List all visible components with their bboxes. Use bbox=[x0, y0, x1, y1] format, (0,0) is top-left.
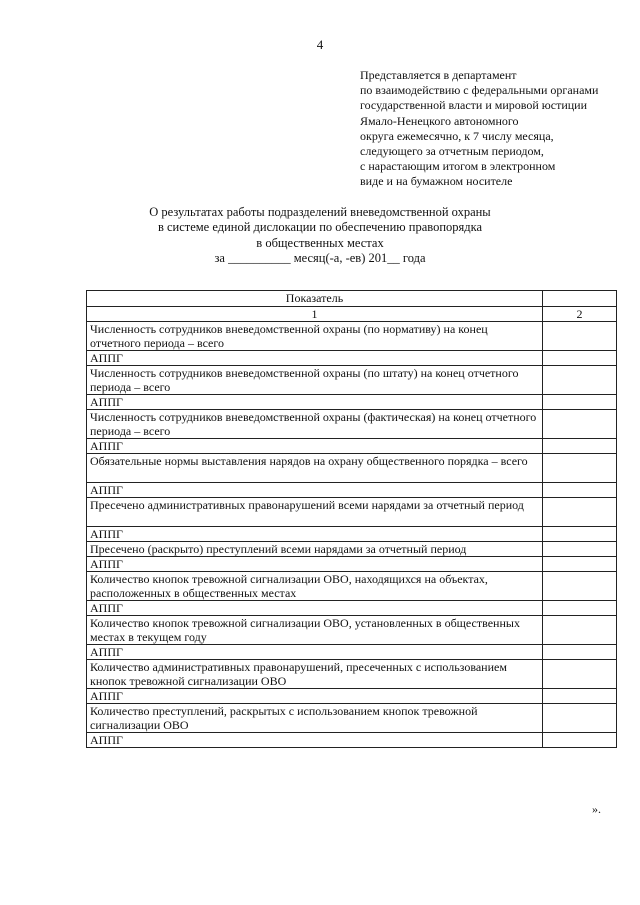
value-cell bbox=[543, 645, 617, 660]
submission-note-line: государственной власти и мировой юстиции bbox=[360, 98, 588, 113]
indicator-cell: Численность сотрудников вневедомственной охраны (фактическая) на конец отчетного периода – всего bbox=[87, 410, 543, 439]
value-cell bbox=[543, 601, 617, 616]
table-row bbox=[87, 454, 617, 483]
appg-cell: АППГ bbox=[87, 733, 543, 748]
value-cell bbox=[543, 527, 617, 542]
submission-note-line: с нарастающим итогом в электронном bbox=[360, 159, 556, 174]
table-row bbox=[87, 733, 617, 748]
value-cell bbox=[543, 454, 617, 483]
table-row bbox=[87, 572, 617, 601]
column-header-indicator: Показатель bbox=[87, 291, 543, 307]
appg-cell: АППГ bbox=[87, 527, 543, 542]
appg-cell: АППГ bbox=[87, 483, 543, 498]
indicator-cell: Количество кнопок тревожной сигнализации ОВО, находящихся на объектах, расположенных в общественных местах bbox=[87, 572, 543, 601]
table-row bbox=[87, 542, 617, 557]
table-row bbox=[87, 395, 617, 410]
indicator-cell: Количество преступлений, раскрытых с использованием кнопок тревожной сигнализации ОВО bbox=[87, 704, 543, 733]
indicator-cell: Численность сотрудников вневедомственной охраны (по нормативу) на конец отчетного периода – всего bbox=[87, 322, 543, 351]
indicator-cell: Количество кнопок тревожной сигнализации ОВО, установленных в общественных местах в текущем году bbox=[87, 616, 543, 645]
indicator-cell: Численность сотрудников вневедомственной охраны (по штату) на конец отчетного периода – всего bbox=[87, 366, 543, 395]
submission-note-line: Ямало-Ненецкого автономного bbox=[360, 113, 519, 128]
indicator-cell: Количество административных правонарушений, пресеченных с использованием кнопок тревожной сигнализации ОВО bbox=[87, 660, 543, 689]
column-number-2: 2 bbox=[543, 307, 617, 322]
report-title-line: в системе единой дислокации по обеспечению правопорядка bbox=[157, 220, 483, 235]
appg-cell: АППГ bbox=[87, 689, 543, 704]
table-row bbox=[87, 660, 617, 689]
value-cell bbox=[543, 498, 617, 527]
appg-cell: АППГ bbox=[87, 557, 543, 572]
table-header-row bbox=[87, 291, 617, 307]
value-cell bbox=[543, 483, 617, 498]
indicator-cell: Пресечено (раскрыто) преступлений всеми нарядами за отчетный период bbox=[87, 542, 543, 557]
table-row bbox=[87, 351, 617, 366]
value-cell bbox=[543, 704, 617, 733]
table-row bbox=[87, 557, 617, 572]
value-cell bbox=[543, 572, 617, 601]
report-title-line: О результатах работы подразделений вневедомственной охраны bbox=[149, 205, 491, 219]
table-row bbox=[87, 704, 617, 733]
appg-cell: АППГ bbox=[87, 439, 543, 454]
value-cell bbox=[543, 733, 617, 748]
column-number-1: 1 bbox=[87, 307, 543, 322]
value-cell bbox=[543, 366, 617, 395]
appg-cell: АППГ bbox=[87, 601, 543, 616]
table-row bbox=[87, 527, 617, 542]
table-row bbox=[87, 410, 617, 439]
submission-note-line: Представляется в департамент bbox=[360, 68, 517, 82]
report-title-line: в общественных местах bbox=[256, 235, 384, 250]
value-cell bbox=[543, 351, 617, 366]
appg-cell: АППГ bbox=[87, 351, 543, 366]
report-period-line: за __________ месяц(-а, -ев) 201__ года bbox=[214, 251, 426, 266]
value-cell bbox=[543, 322, 617, 351]
table-row bbox=[87, 601, 617, 616]
value-cell bbox=[543, 557, 617, 572]
table-row bbox=[87, 498, 617, 527]
table-row bbox=[87, 322, 617, 351]
closing-quote-mark: ». bbox=[592, 802, 601, 816]
table-row bbox=[87, 645, 617, 660]
value-cell bbox=[543, 395, 617, 410]
appg-cell: АППГ bbox=[87, 395, 543, 410]
value-cell bbox=[543, 542, 617, 557]
page-number: 4 bbox=[316, 37, 324, 52]
submission-note-line: округа ежемесячно, к 7 числу месяца, bbox=[360, 128, 554, 143]
table-row bbox=[87, 439, 617, 454]
submission-note bbox=[360, 68, 630, 190]
value-cell bbox=[543, 439, 617, 454]
table-row bbox=[87, 483, 617, 498]
indicator-cell: Пресечено административных правонарушений всеми нарядами за отчетный период bbox=[87, 498, 543, 527]
value-cell bbox=[543, 616, 617, 645]
table-row bbox=[87, 616, 617, 645]
column-number-row bbox=[87, 307, 617, 322]
value-cell bbox=[543, 410, 617, 439]
indicators-table bbox=[86, 290, 617, 748]
submission-note-line: виде и на бумажном носителе bbox=[360, 174, 513, 189]
appg-cell: АППГ bbox=[87, 645, 543, 660]
value-cell bbox=[543, 660, 617, 689]
table-row bbox=[87, 366, 617, 395]
report-title bbox=[0, 205, 640, 267]
submission-note-line: по взаимодействию с федеральными органами bbox=[360, 83, 599, 98]
submission-note-line: следующего за отчетным периодом, bbox=[360, 144, 544, 159]
indicator-cell: Обязательные нормы выставления нарядов на охрану общественного порядка – всего bbox=[87, 454, 543, 483]
value-cell bbox=[543, 689, 617, 704]
table-row bbox=[87, 689, 617, 704]
column-header-value bbox=[543, 291, 617, 307]
